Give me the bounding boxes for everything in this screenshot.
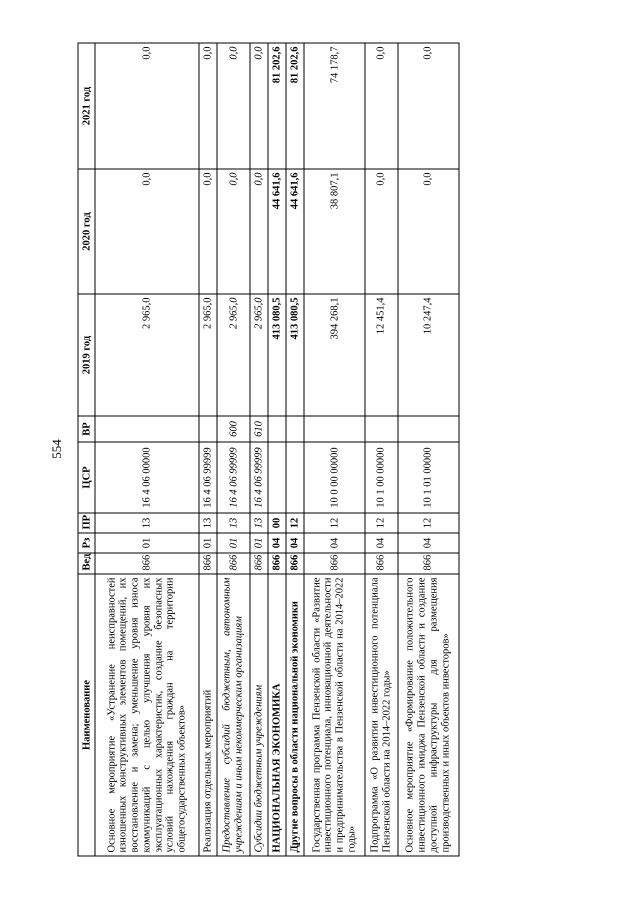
table-cell-vr <box>268 416 286 442</box>
table-cell-pr: 12 <box>398 513 459 533</box>
table-cell-name: НАЦИОНАЛЬНАЯ ЭКОНОМИКА <box>268 574 286 856</box>
table-row <box>268 43 286 856</box>
table-cell-rz: 04 <box>268 533 286 553</box>
table-cell-name: Основное мероприятие «Формирование положительного инвестиционного имиджа Пензенской области и создание доступной инфраструктуры для размещения производственных и иных объектов инвесторов» <box>398 574 459 856</box>
table-cell-rz: 01 <box>250 533 268 553</box>
table-cell-name: Предоставление субсидий бюджетным, автономным учреждениям и иным некоммерческим организациям <box>217 574 249 856</box>
table-cell-2020: 0,0 <box>95 169 199 294</box>
table-cell-pr: 00 <box>268 513 286 533</box>
table-cell-pr: 13 <box>217 513 249 533</box>
table-cell-ved: 866 <box>95 553 199 574</box>
table-cell-pr: 13 <box>250 513 268 533</box>
table-cell-2019: 413 080,5 <box>286 294 304 416</box>
page-number: 554 <box>49 439 64 459</box>
table-cell-ved: 866 <box>268 553 286 574</box>
table-cell-2021: 74 178,7 <box>304 43 365 169</box>
table-cell-2019: 413 080,5 <box>268 294 286 416</box>
table-cell-name: Основное мероприятие «Устранение неисправностей изношенных конструктивных элементов помещений, их восстановление и замена; уменьшение уровня износа коммуникаций с целью улучшения уровня их эксплуатационных характеристик, создание безопасных условий нахождения граждан на территории общегосударственных объектов» <box>95 574 199 856</box>
table-cell-2021: 0,0 <box>250 43 268 169</box>
table-cell-csr <box>268 442 286 513</box>
table-row <box>398 43 459 856</box>
table-cell-ved: 866 <box>250 553 268 574</box>
table-cell-2021: 0,0 <box>95 43 199 169</box>
table-cell-pr: 12 <box>365 513 397 533</box>
col-header-vr: ВР <box>78 416 95 442</box>
table-cell-2020: 0,0 <box>365 169 397 294</box>
table-cell-2021: 81 202,6 <box>268 43 286 169</box>
col-header-ved: Вед <box>78 553 95 574</box>
table-cell-ved: 866 <box>365 553 397 574</box>
table-row <box>365 43 397 856</box>
table-cell-ved: 866 <box>304 553 365 574</box>
table-cell-csr: 10 1 00 00000 <box>365 442 397 513</box>
table-cell-vr: 600 <box>217 416 249 442</box>
table-row <box>304 43 365 856</box>
table-cell-csr: 10 0 00 00000 <box>304 442 365 513</box>
table-cell-2019: 2 965,0 <box>199 294 217 416</box>
table-cell-2021: 0,0 <box>217 43 249 169</box>
col-header-2021: 2021 год <box>78 43 95 169</box>
table-cell-2020: 0,0 <box>398 169 459 294</box>
col-header-2019: 2019 год <box>78 294 95 416</box>
budget-table <box>78 43 460 857</box>
table-cell-2019: 2 965,0 <box>217 294 249 416</box>
table-cell-vr <box>199 416 217 442</box>
table-cell-2021: 0,0 <box>199 43 217 169</box>
table-cell-name: Другие вопросы в области национальной экономики <box>286 574 304 856</box>
table-cell-vr <box>304 416 365 442</box>
table-cell-2020: 38 807,1 <box>304 169 365 294</box>
table-cell-pr: 12 <box>304 513 365 533</box>
table-cell-2021: 0,0 <box>398 43 459 169</box>
table-cell-vr <box>365 416 397 442</box>
table-cell-2019: 394 268,1 <box>304 294 365 416</box>
table-cell-name: Реализация отдельных мероприятий <box>199 574 217 856</box>
table-cell-name: Субсидии бюджетным учреждениям <box>250 574 268 856</box>
col-header-csr: ЦСР <box>78 442 95 513</box>
table-row <box>95 43 199 856</box>
table-cell-pr: 13 <box>199 513 217 533</box>
table-cell-2019: 2 965,0 <box>250 294 268 416</box>
budget-table-rotated <box>78 44 460 857</box>
table-body <box>95 43 459 856</box>
table-cell-2019: 10 247,4 <box>398 294 459 416</box>
table-cell-rz: 04 <box>398 533 459 553</box>
table-row <box>217 43 249 856</box>
table-row <box>199 43 217 856</box>
table-cell-2020: 0,0 <box>199 169 217 294</box>
table-cell-2019: 12 451,4 <box>365 294 397 416</box>
table-cell-ved: 866 <box>398 553 459 574</box>
table-cell-2020: 0,0 <box>217 169 249 294</box>
table-cell-ved: 866 <box>199 553 217 574</box>
col-header-pr: ПР <box>78 513 95 533</box>
col-header-rz: Рз <box>78 533 95 553</box>
table-cell-2020: 0,0 <box>250 169 268 294</box>
table-cell-rz: 04 <box>365 533 397 553</box>
table-cell-2019: 2 965,0 <box>95 294 199 416</box>
table-header-row <box>78 43 95 856</box>
table-cell-csr: 16 4 06 99999 <box>250 442 268 513</box>
table-cell-name: Государственная программа Пензенской области «Развитие инвестиционного потенциала, инновационной деятельности и предпринимательства в Пензенской области на 2014–2022 годы» <box>304 574 365 856</box>
table-cell-csr: 16 4 06 00000 <box>95 442 199 513</box>
table-cell-vr: 610 <box>250 416 268 442</box>
table-cell-rz: 01 <box>95 533 199 553</box>
table-cell-rz: 04 <box>286 533 304 553</box>
table-cell-rz: 01 <box>217 533 249 553</box>
table-cell-2020: 44 641,6 <box>286 169 304 294</box>
col-header-name: Наименование <box>78 574 95 856</box>
table-cell-name: Подпрограмма «О развитии инвестиционного потенциала Пензенской области на 2014–2022 годы» <box>365 574 397 856</box>
table-cell-vr <box>286 416 304 442</box>
table-cell-2020: 44 641,6 <box>268 169 286 294</box>
table-cell-csr: 16 4 06 99999 <box>217 442 249 513</box>
table-row <box>250 43 268 856</box>
table-cell-csr: 10 1 01 00000 <box>398 442 459 513</box>
table-cell-rz: 01 <box>199 533 217 553</box>
table-cell-vr <box>95 416 199 442</box>
col-header-2020: 2020 год <box>78 169 95 294</box>
table-cell-2021: 81 202,6 <box>286 43 304 169</box>
table-row <box>286 43 304 856</box>
table-cell-pr: 12 <box>286 513 304 533</box>
table-cell-vr <box>398 416 459 442</box>
table-cell-2021: 0,0 <box>365 43 397 169</box>
table-cell-ved: 866 <box>217 553 249 574</box>
table-cell-csr <box>286 442 304 513</box>
table-cell-csr: 16 4 06 99999 <box>199 442 217 513</box>
table-cell-ved: 866 <box>286 553 304 574</box>
table-cell-rz: 04 <box>304 533 365 553</box>
table-cell-pr: 13 <box>95 513 199 533</box>
